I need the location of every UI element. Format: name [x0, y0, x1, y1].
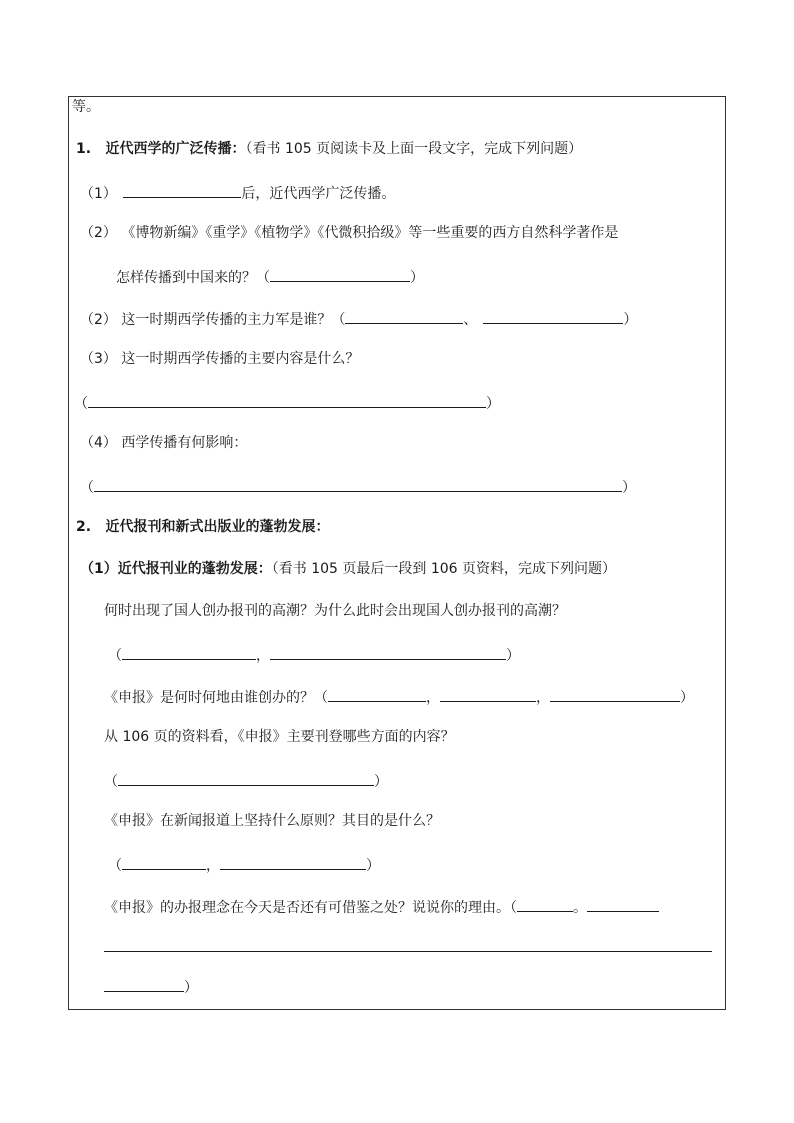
question-2b: （2） 这一时期西学传播的主力军是谁？（ 、 ）	[80, 308, 637, 329]
intro-tail: 等。	[72, 99, 100, 115]
question-4-mark: （4）	[80, 435, 117, 451]
subsection-1-title: （1）近代报刊业的蓬勃发展：	[80, 561, 272, 577]
question-a: 何时出现了国人创办报刊的高潮？为什么此时会出现国人创办报刊的高潮？	[104, 603, 566, 619]
question-4	[80, 434, 247, 452]
question-2b-mark: （2）	[80, 312, 117, 328]
question-b: 《申报》是何时何地由谁创办的？（ ， ， ）	[104, 686, 694, 707]
answer-blank[interactable]	[517, 896, 573, 912]
answer-blank[interactable]	[328, 686, 426, 702]
subsection-1-note: （看书 105 页最后一段到 106 页资料，完成下列问题）	[271, 561, 616, 577]
answer-blank[interactable]	[345, 308, 463, 324]
question-1	[80, 182, 395, 203]
section-2-number: 2.	[76, 519, 92, 535]
question-4-answer: （ ）	[80, 476, 636, 497]
section-1-number: 1.	[76, 141, 92, 157]
answer-blank[interactable]	[440, 686, 536, 702]
question-e-answer-end: ）	[104, 976, 198, 997]
question-d-answer: （ ， ）	[108, 854, 380, 875]
answer-blank[interactable]	[123, 182, 241, 198]
answer-line[interactable]	[104, 951, 712, 952]
question-2a-continued: 怎样传播到中国来的？（ ）	[116, 266, 424, 287]
question-a-answer: （ ， ）	[108, 644, 520, 665]
answer-blank[interactable]	[270, 266, 410, 282]
question-3-mark: （3）	[80, 351, 117, 367]
answer-blank[interactable]	[122, 644, 256, 660]
question-3	[80, 350, 359, 368]
answer-blank[interactable]	[118, 770, 374, 786]
section-2-title: 近代报刊和新式出版业的蓬勃发展：	[105, 519, 330, 535]
answer-blank[interactable]	[88, 392, 486, 408]
question-2a-mark: （2）	[80, 225, 117, 241]
question-2b-text: 这一时期西学传播的主力军是谁？（	[121, 312, 346, 328]
answer-blank[interactable]	[94, 476, 622, 492]
question-3-text: 这一时期西学传播的主要内容是什么？	[121, 351, 360, 367]
question-d: 《申报》在新闻报道上坚持什么原则？其目的是什么？	[104, 813, 440, 829]
question-1-text: 后，近代西学广泛传播。	[241, 186, 396, 202]
answer-blank[interactable]	[550, 686, 680, 702]
section-1-note: （看书 105 页阅读卡及上面一段文字，完成下列问题）	[245, 141, 583, 157]
question-1-mark: （1）	[80, 186, 117, 202]
answer-blank[interactable]	[483, 308, 623, 324]
question-3-answer: （ ）	[74, 392, 500, 413]
subsection-1-heading	[80, 560, 616, 578]
answer-blank[interactable]	[104, 976, 184, 992]
section-1-heading	[76, 140, 582, 158]
question-2a	[80, 224, 618, 242]
answer-blank[interactable]	[587, 896, 659, 912]
answer-blank[interactable]	[122, 854, 206, 870]
answer-blank[interactable]	[270, 644, 506, 660]
question-e: 《申报》的办报理念在今天是否还有可借鉴之处？说说你的理由。（ 。	[104, 896, 659, 917]
section-2-heading	[76, 518, 330, 536]
question-2a-text: 《博物新编》《重学》《植物学》《代微积拾级》等一些重要的西方自然科学著作是	[121, 225, 619, 241]
question-4-text: 西学传播有何影响：	[121, 435, 248, 451]
question-c-answer: （ ）	[104, 770, 388, 791]
answer-blank[interactable]	[220, 854, 366, 870]
question-c: 从 106 页的资料看，《申报》主要刊登哪些方面的内容？	[104, 729, 455, 745]
section-1-title: 近代西学的广泛传播：	[105, 141, 246, 157]
